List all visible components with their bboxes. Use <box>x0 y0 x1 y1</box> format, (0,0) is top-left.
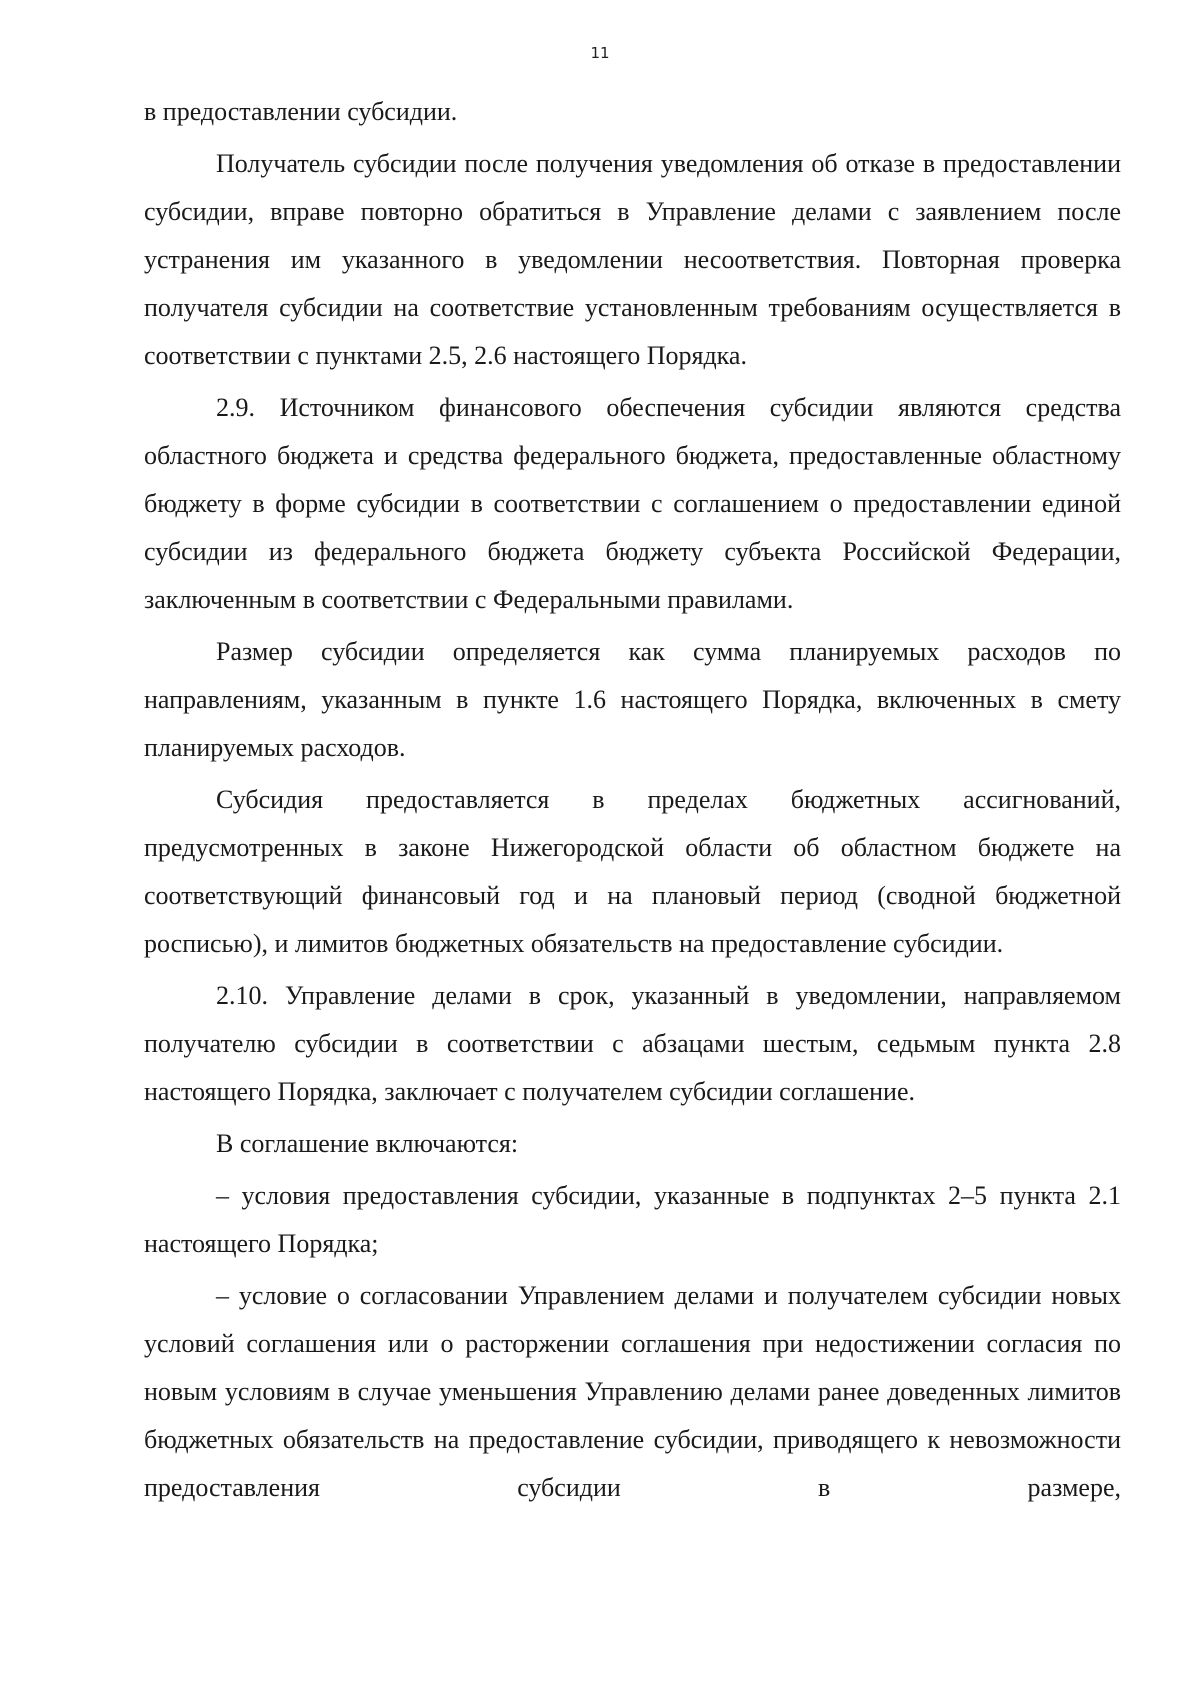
list-item-conditions: – условия предоставления субсидии, указанные в подпунктах 2–5 пункта 2.1 настоящего Порядка; <box>144 1181 1121 1258</box>
paragraph-subsidy-amount: Размер субсидии определяется как сумма планируемых расходов по направлениям, указанным в пункте 1.6 настоящего Порядка, включенных в смету планируемых расходов. <box>144 637 1121 762</box>
page-number: 11 <box>590 44 610 62</box>
paragraph-2-9-funding-source: 2.9. Источником финансового обеспечения субсидии являются средства областного бюджета и средства федерального бюджета, предоставленные областному бюджету в форме субсидии в соответствии с соглашением о предоставлении единой субсидии из федерального бюджета бюджету субъекта Российской Федерации, заключенным в соответствии с Федеральными правилами. <box>144 393 1121 614</box>
list-item-new-conditions: – условие о согласовании Управлением делами и получателем субсидии новых условий соглашения или о расторжении соглашения при недостижении согласия по новым условиям в случае уменьшения Управлению делами ранее доведенных лимитов бюджетных обязательств на предоставление субсидии, приводящего к невозможности предоставления субсидии в размере, <box>144 1281 1121 1502</box>
document-body <box>144 88 1121 1516</box>
paragraph-budget-limits: Субсидия предоставляется в пределах бюджетных ассигнований, предусмотренных в законе Нижегородской области об областном бюджете на соответствующий финансовый год и на плановый период (сводной бюджетной росписью), и лимитов бюджетных обязательств на предоставление субсидии. <box>144 785 1121 958</box>
paragraph-2-10-agreement: 2.10. Управление делами в срок, указанный в уведомлении, направляемом получателю субсидии в соответствии с абзацами шестым, седьмым пункта 2.8 настоящего Порядка, заключает с получателем субсидии соглашение. <box>144 981 1121 1106</box>
paragraph-resubmission: Получатель субсидии после получения уведомления об отказе в предоставлении субсидии, вправе повторно обратиться в Управление делами с заявлением после устранения им указанного в уведомлении несоответствия. Повторная проверка получателя субсидии на соответствие установленным требованиям осуществляется в соответствии с пунктами 2.5, 2.6 настоящего Порядка. <box>144 149 1121 370</box>
paragraph-agreement-includes: В соглашение включаются: <box>216 1129 519 1158</box>
paragraph-continuation: в предоставлении субсидии. <box>144 97 458 126</box>
